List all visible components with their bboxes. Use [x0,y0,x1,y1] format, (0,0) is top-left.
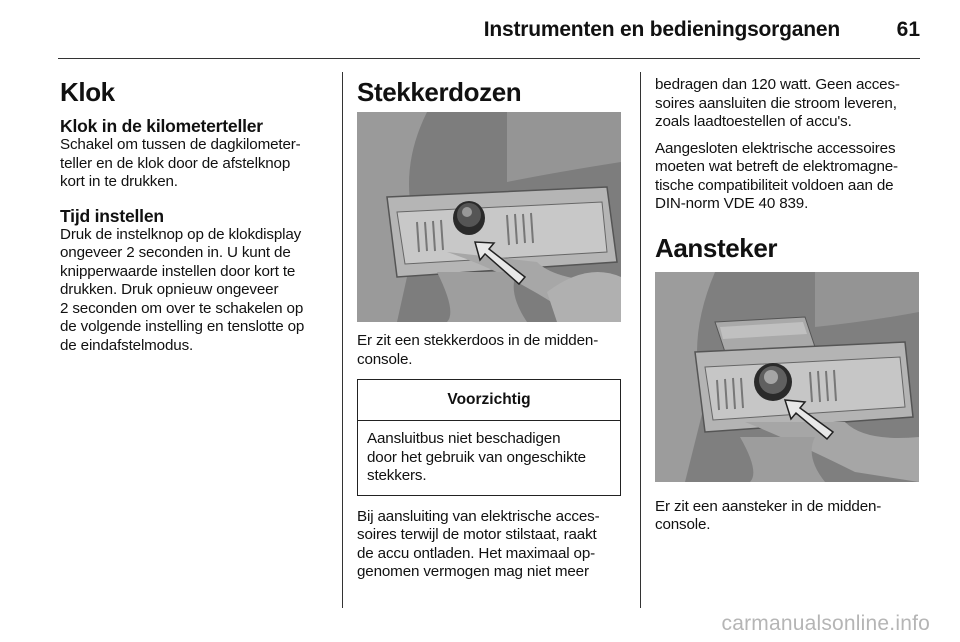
text-line: Aangesloten elektrische accessoires [655,139,896,157]
text-line: de accu ontladen. Het maximaal op- [357,544,596,562]
power-socket-illustration [357,112,621,322]
text-line: soires terwijl de motor stilstaat, raakt [357,526,597,543]
column-divider-1 [342,72,343,608]
text-line: teller en de klok door de afstelknop [60,154,291,172]
cigarette-lighter-illustration [655,272,919,482]
text-line: Schakel om tussen de dagkilometer- [60,136,301,153]
section-heading-klok: Klok [60,77,115,107]
text-line: DIN-norm VDE 40 839. [655,195,809,212]
text-line: moeten wat betreft de elektromagne- [655,158,898,175]
text-line: console. [357,350,413,368]
lighter-drawing [655,272,919,482]
text-line: kort in te drukken. [60,173,178,190]
text-line: drukken. Druk opnieuw ongeveer [60,281,279,298]
caution-title: Voorzichtig [358,380,620,421]
caution-text-line: stekkers. [367,467,427,484]
column-sockets [357,76,625,582]
header-rule [58,58,920,59]
caution-text-line: Aansluitbus niet beschadigen [367,430,561,447]
text-line: tische compatibiliteit voldoen aan de [655,176,894,194]
text-line: Druk de instelknop op de klokdisplay [60,225,302,243]
column-clock [60,76,330,355]
column-divider-2 [640,72,641,608]
text-line: genomen vermogen mag niet meer [357,563,589,580]
text-line: de eindafstelmodus. [60,336,194,354]
subheading-klok-kilometerteller: Klok in de kilometerteller [60,116,263,136]
text-line: zoals laadtoestellen of accu's. [655,113,852,130]
column-lighter [655,76,925,535]
text-line: Bij aansluiting van elektrische acces- [357,507,600,525]
section-heading-aansteker: Aansteker [655,232,778,263]
text-line: de volgende instelling en tenslotte op [60,318,305,335]
text-line: bedragen dan 120 watt. Geen acces- [655,76,900,93]
subheading-tijd-instellen: Tijd instellen [60,205,164,226]
text-line: Er zit een aansteker in de midden- [655,497,882,515]
page-number: 61 [896,18,920,41]
text-line: knipperwaarde instellen door kort te [60,262,296,280]
page-header-title: Instrumenten en bedieningsorganen [483,18,840,41]
section-heading-stekkerdozen: Stekkerdozen [357,77,522,107]
text-line: console. [655,516,711,533]
power-socket-drawing [357,112,621,322]
text-line: 2 seconden om over te schakelen op [60,299,304,317]
text-line: ongeveer 2 seconden in. U kunt de [60,244,291,261]
caution-text-line: door het gebruik van ongeschikte [367,448,586,466]
text-line: Er zit een stekkerdoos in de midden- [357,332,599,349]
text-line: soires aansluiten die stroom leveren, [655,94,897,112]
watermark-text: carmanualsonline.info [721,612,930,635]
caution-box [357,379,621,496]
